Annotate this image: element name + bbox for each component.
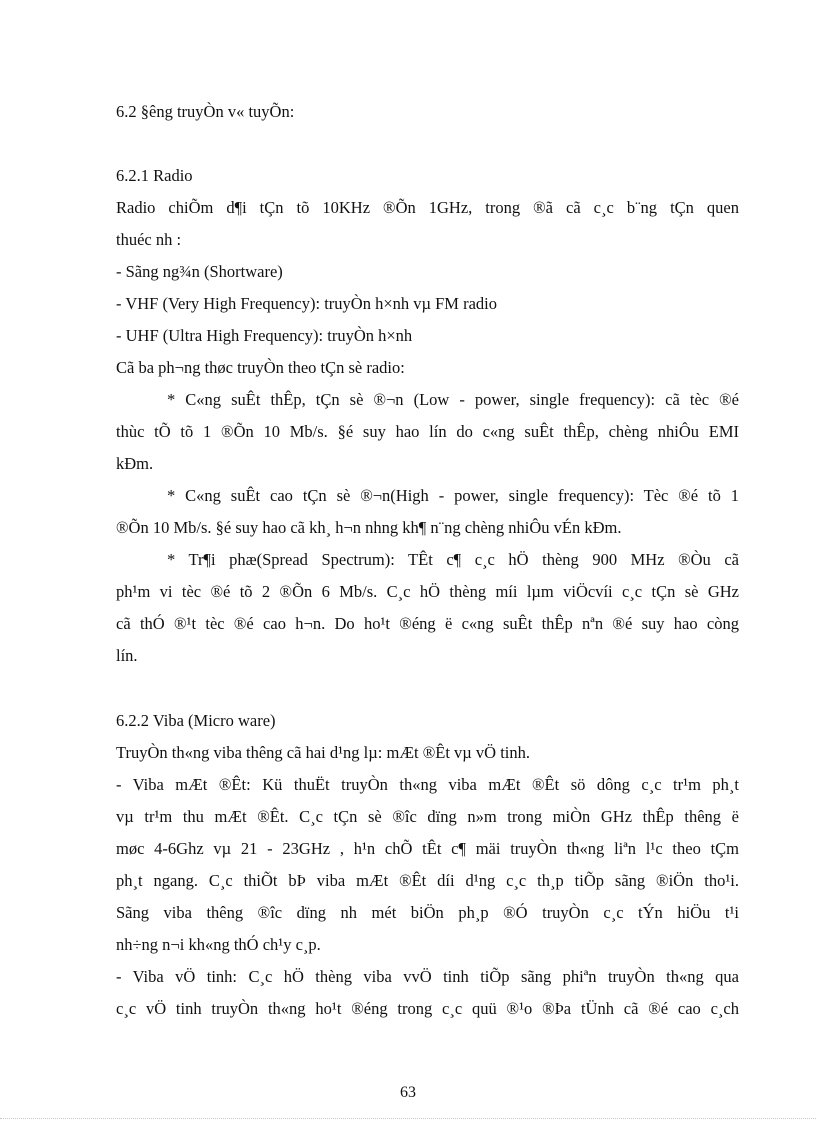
paragraph-line: vµ tr¹m thu mÆt ®Êt. C¸c tÇn sè ®îc dïng n»m trong miÒn GHz thÊp thêng ë [116,807,739,826]
paragraph-line: ph¹m vi tèc ®é tõ 2 ®Õn 6 Mb/s. C¸c hÖ thèng míi lµm viÖcvíi c¸c tÇn sè GHz [116,582,739,601]
paragraph-line: ph¸t ngang. C¸c thiÕt bÞ viba mÆt ®Êt díi d¹ng c¸c th¸p tiÕp sãng ®iÖn tho¹i. [116,871,739,890]
list-item: - VHF (Very High Frequency): truyÒn h×nh vµ FM radio [116,294,498,313]
paragraph-line: * C«ng suÊt thÊp, tÇn sè ®¬n (Low - power, single frequency): cã tèc ®é [167,390,739,409]
paragraph-line: thuéc nh : [116,230,182,249]
paragraph-line: TruyÒn th«ng viba thêng cã hai d¹ng lµ: mÆt ®Êt vµ vÖ tinh. [116,743,530,762]
viba-heading: 6.2.2 Viba (Micro ware) [116,711,276,730]
paragraph-line: møc 4-6Ghz vµ 21 - 23GHz , h¹n chÕ tÊt c¶ mäi truyÒn th«ng liªn l¹c theo tÇm [116,839,739,858]
list-item: - Sãng ng¾n (Shortware) [116,262,283,281]
list-item: - UHF (Ultra High Frequency): truyÒn h×nh [116,326,413,345]
paragraph-line: ®Õn 10 Mb/s. §é suy hao cã kh¸ h¬n nhng kh¶ n¨ng chèng nhiÔu vÉn kÐm. [116,518,622,537]
paragraph-line: * C«ng suÊt cao tÇn sè ®¬n(High - power, single frequency): Tèc ®é tõ 1 [167,486,739,505]
paragraph-line: - Viba mÆt ®Êt: Kü thuËt truyÒn th«ng viba mÆt ®Êt sö dông c¸c tr¹m ph¸t [116,775,739,794]
paragraph-line: c¸c vÖ tinh truyÒn th«ng ho¹t ®éng trong c¸c quü ®¹o ®Þa tÜnh cã ®é cao c¸ch [116,999,739,1018]
section-title: 6.2 §êng truyÒn v« tuyÕn: [116,102,295,121]
paragraph-line: Sãng viba thêng ®îc dïng nh mét biÖn ph¸p ®Ó truyÒn c¸c tÝn hiÖu t¹i [116,903,739,922]
paragraph-line: thùc tÕ tõ 1 ®Õn 10 Mb/s. §é suy hao lín do c«ng suÊt thÊp, chèng nhiÔu EMI [116,422,739,441]
paragraph-line: - Viba vÖ tinh: C¸c hÖ thèng viba vvÖ tinh tiÕp sãng phiªn truyÒn th«ng qua [116,967,739,986]
page-number: 63 [400,1084,416,1101]
paragraph-line: nh÷ng n¬i kh«ng thÓ ch¹y c¸p. [116,935,321,954]
radio-heading: 6.2.1 Radio [116,166,193,185]
paragraph-line: * Tr¶i phæ(Spread Spectrum): TÊt c¶ c¸c hÖ thèng 900 MHz ®Òu cã [167,550,739,569]
body-text [116,96,739,1025]
paragraph-line: lín. [116,646,138,665]
page-bottom-rule [0,1118,816,1119]
paragraph-line: Cã ba ph¬ng thøc truyÒn theo tÇn sè radio: [116,358,405,377]
paragraph-line: kÐm. [116,454,154,473]
paragraph-line: Radio chiÕm d¶i tÇn tõ 10KHz ®Õn 1GHz, trong ®ã cã c¸c b¨ng tÇn quen [116,198,739,217]
paragraph-line: cã thÓ ®¹t tèc ®é cao h¬n. Do ho¹t ®éng ë c«ng suÊt thÊp nªn ®é suy hao còng [116,614,739,633]
